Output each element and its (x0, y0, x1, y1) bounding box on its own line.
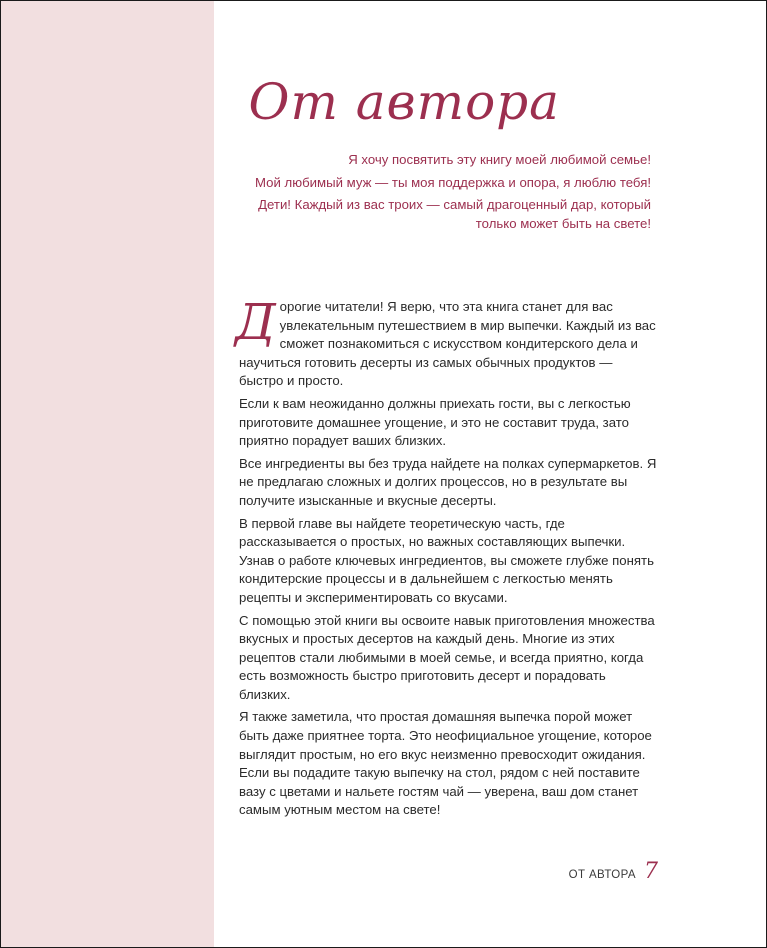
paragraph: В первой главе вы найдете теоретическую часть, где рассказывается о простых, но важных составляющих выпечки. Узнав о работе ключевых ингредиентов, вы сможете глубже понять кондитерские процессы и в дальнейшем с легкостью менять рецепты и экспериментировать со вкусами. (239, 515, 654, 605)
dedication-line: Дети! Каждый из вас троих — самый драгоценный дар, который только может быть на свете! (258, 197, 651, 231)
page-number: 7 (644, 859, 658, 884)
decorative-sidebar (1, 1, 214, 947)
running-footer-label: ОТ АВТОРА (568, 869, 636, 881)
paragraph: Если к вам неожиданно должны приехать гости, вы с легкостью приготовите домашнее угощение, и это не составит труда, зато приятно порадует ваших близких. (239, 395, 631, 449)
paragraph-text: орогие читатели! Я верю, что эта книга станет для вас увлекательным путешествием в мир выпечки. Каждый из вас сможет познакомиться с искусством кондитерского дела и научиться готовить десерты из самых обычных продуктов — быстро и просто. (239, 299, 656, 389)
paragraph: Все ингредиенты вы без труда найдете на полках супермаркетов. Я не предлагаю сложных и долгих процессов, но в результате вы получите изысканные и вкусные десерты. (239, 455, 657, 508)
paragraph (235, 293, 659, 391)
page-title: От автора (248, 73, 560, 131)
body-text (235, 293, 659, 824)
dedication-line: Мой любимый муж — ты моя поддержка и опора, я люблю тебя! (255, 174, 651, 190)
dedication-line: Я хочу посвятить эту книгу моей любимой семье! (348, 152, 651, 167)
page-footer (569, 859, 658, 884)
paragraph: С помощью этой книги вы освоите навык приготовления множества вкусных и простых десертов на каждый день. Многие из этих рецептов стали любимыми в моей семье, и всегда приятно, когда есть возможность быстро приготовить десерт и порадовать близких. (239, 612, 655, 702)
paragraph: Я также заметила, что простая домашняя выпечка порой может быть даже приятнее торта. Это неофициальное угощение, которое выглядит простым, но его вкус неизменно превосходит ожидания. Если вы подадите такую выпечку на стол, рядом с ней поставите вазу с цветами и нальете гостям чай — уверена, ваш дом станет самым уютным местом на свете! (239, 709, 652, 818)
drop-cap: Д (235, 293, 276, 351)
dedication (231, 151, 651, 237)
